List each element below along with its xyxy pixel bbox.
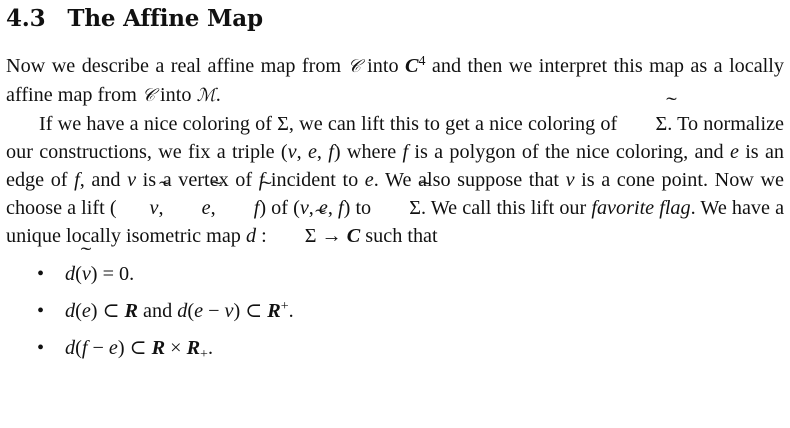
text: , — [327, 197, 339, 219]
math-var: d — [65, 337, 76, 359]
math-var: v — [299, 197, 309, 219]
math-var: ˜ v — [82, 260, 91, 288]
text: , — [308, 197, 319, 219]
math-var: e — [307, 141, 317, 163]
section-title: The Affine Map — [67, 5, 263, 32]
text: is an edge of — [6, 141, 785, 191]
text: . To normalize our constructions, we fix a triple ( — [6, 113, 784, 163]
math-var: f — [338, 197, 344, 219]
math-var: v — [224, 300, 234, 322]
bullet: • — [37, 263, 45, 285]
math-symbol: R — [151, 337, 166, 359]
text: is a polygon of the nice coloring, and — [408, 141, 730, 163]
text: ( — [187, 300, 195, 322]
superscript: + — [280, 299, 289, 314]
math-var: e — [194, 300, 204, 322]
text: − — [203, 300, 225, 322]
math-symbol: 𝒞 — [141, 85, 155, 106]
text: . — [215, 84, 221, 106]
math-symbol: R — [267, 300, 281, 322]
text: ) ⊂ — [117, 337, 152, 359]
text: , — [210, 197, 221, 219]
text: , — [296, 141, 308, 163]
math-var: ˜ v — [117, 194, 159, 222]
text: into — [154, 84, 197, 106]
bullet: • — [37, 300, 45, 322]
math-var: ˜ f — [221, 194, 260, 222]
math-symbol: C — [405, 55, 419, 77]
math-var: d — [65, 263, 76, 285]
text: such that — [360, 225, 438, 247]
list-item — [6, 260, 784, 288]
text: ) where — [333, 141, 403, 163]
text: . — [288, 300, 294, 322]
text: , — [158, 197, 169, 219]
text: ) ⊂ — [90, 300, 125, 322]
text: . We call this lift our — [420, 197, 592, 219]
math-var: e — [108, 337, 118, 359]
text: ) = 0. — [90, 263, 135, 285]
text: : — [256, 225, 272, 247]
text: ) of ( — [259, 197, 300, 219]
text: − — [87, 337, 109, 359]
math-var: f — [81, 337, 88, 359]
text: . We also suppose that — [373, 169, 566, 191]
math-var: d — [65, 300, 76, 322]
math-var: f — [258, 169, 265, 191]
math-symbol: ˜ Σ — [622, 110, 667, 138]
text: , and — [79, 169, 128, 191]
math-symbol: ˜ Σ — [376, 194, 421, 222]
section-number: 4.3 — [6, 5, 46, 32]
text: and — [138, 300, 178, 322]
math-symbol: R — [124, 300, 138, 322]
math-var: e — [364, 169, 374, 191]
superscript: 4 — [418, 54, 426, 69]
text: Now we describe a real affine map from — [6, 55, 348, 77]
text: ( — [75, 337, 82, 359]
list-item — [6, 297, 784, 325]
math-var: e — [318, 197, 328, 219]
paragraph-coloring — [6, 110, 784, 250]
math-var: v — [287, 141, 297, 163]
text: ) to — [343, 197, 377, 219]
text: is a vertex of — [136, 169, 259, 191]
text: × — [165, 337, 187, 359]
math-var: v — [565, 169, 575, 191]
math-var: e — [729, 141, 739, 163]
text: into — [360, 55, 406, 77]
text: ) ⊂ — [233, 300, 268, 322]
math-symbol: R — [186, 337, 201, 359]
math-var: v — [127, 169, 137, 191]
math-var: d — [177, 300, 188, 322]
section-heading — [6, 2, 784, 36]
math-symbol: ℳ — [196, 85, 216, 106]
math-symbol: ˜ Σ — [272, 222, 317, 250]
math-var: d — [245, 225, 257, 247]
bullet: • — [37, 337, 45, 359]
math-var: ˜ e — [169, 194, 211, 222]
math-var: f — [402, 141, 409, 163]
text: . — [207, 337, 213, 359]
text: ( — [75, 300, 82, 322]
text: If we have a nice coloring of Σ, we can lift this to get a nice coloring of — [39, 113, 623, 135]
emphasis: favorite flag — [591, 197, 691, 219]
text: → — [316, 225, 347, 247]
text: and then we interpret this map as a locally affine map from — [6, 55, 784, 106]
list-item — [6, 334, 784, 362]
math-var: f — [74, 169, 80, 191]
text: incident to — [264, 169, 365, 191]
text: is a cone point. Now we choose a lift ( — [6, 169, 784, 219]
math-var: e — [81, 300, 91, 322]
math-var: f — [328, 141, 334, 163]
text: . We have a unique locally isometric map — [6, 197, 785, 247]
math-symbol: 𝒞 — [347, 56, 361, 77]
math-symbol: C — [346, 225, 361, 247]
condition-list — [6, 260, 784, 362]
subscript: + — [200, 347, 208, 362]
text: , — [316, 141, 329, 163]
text: ( — [75, 263, 82, 285]
